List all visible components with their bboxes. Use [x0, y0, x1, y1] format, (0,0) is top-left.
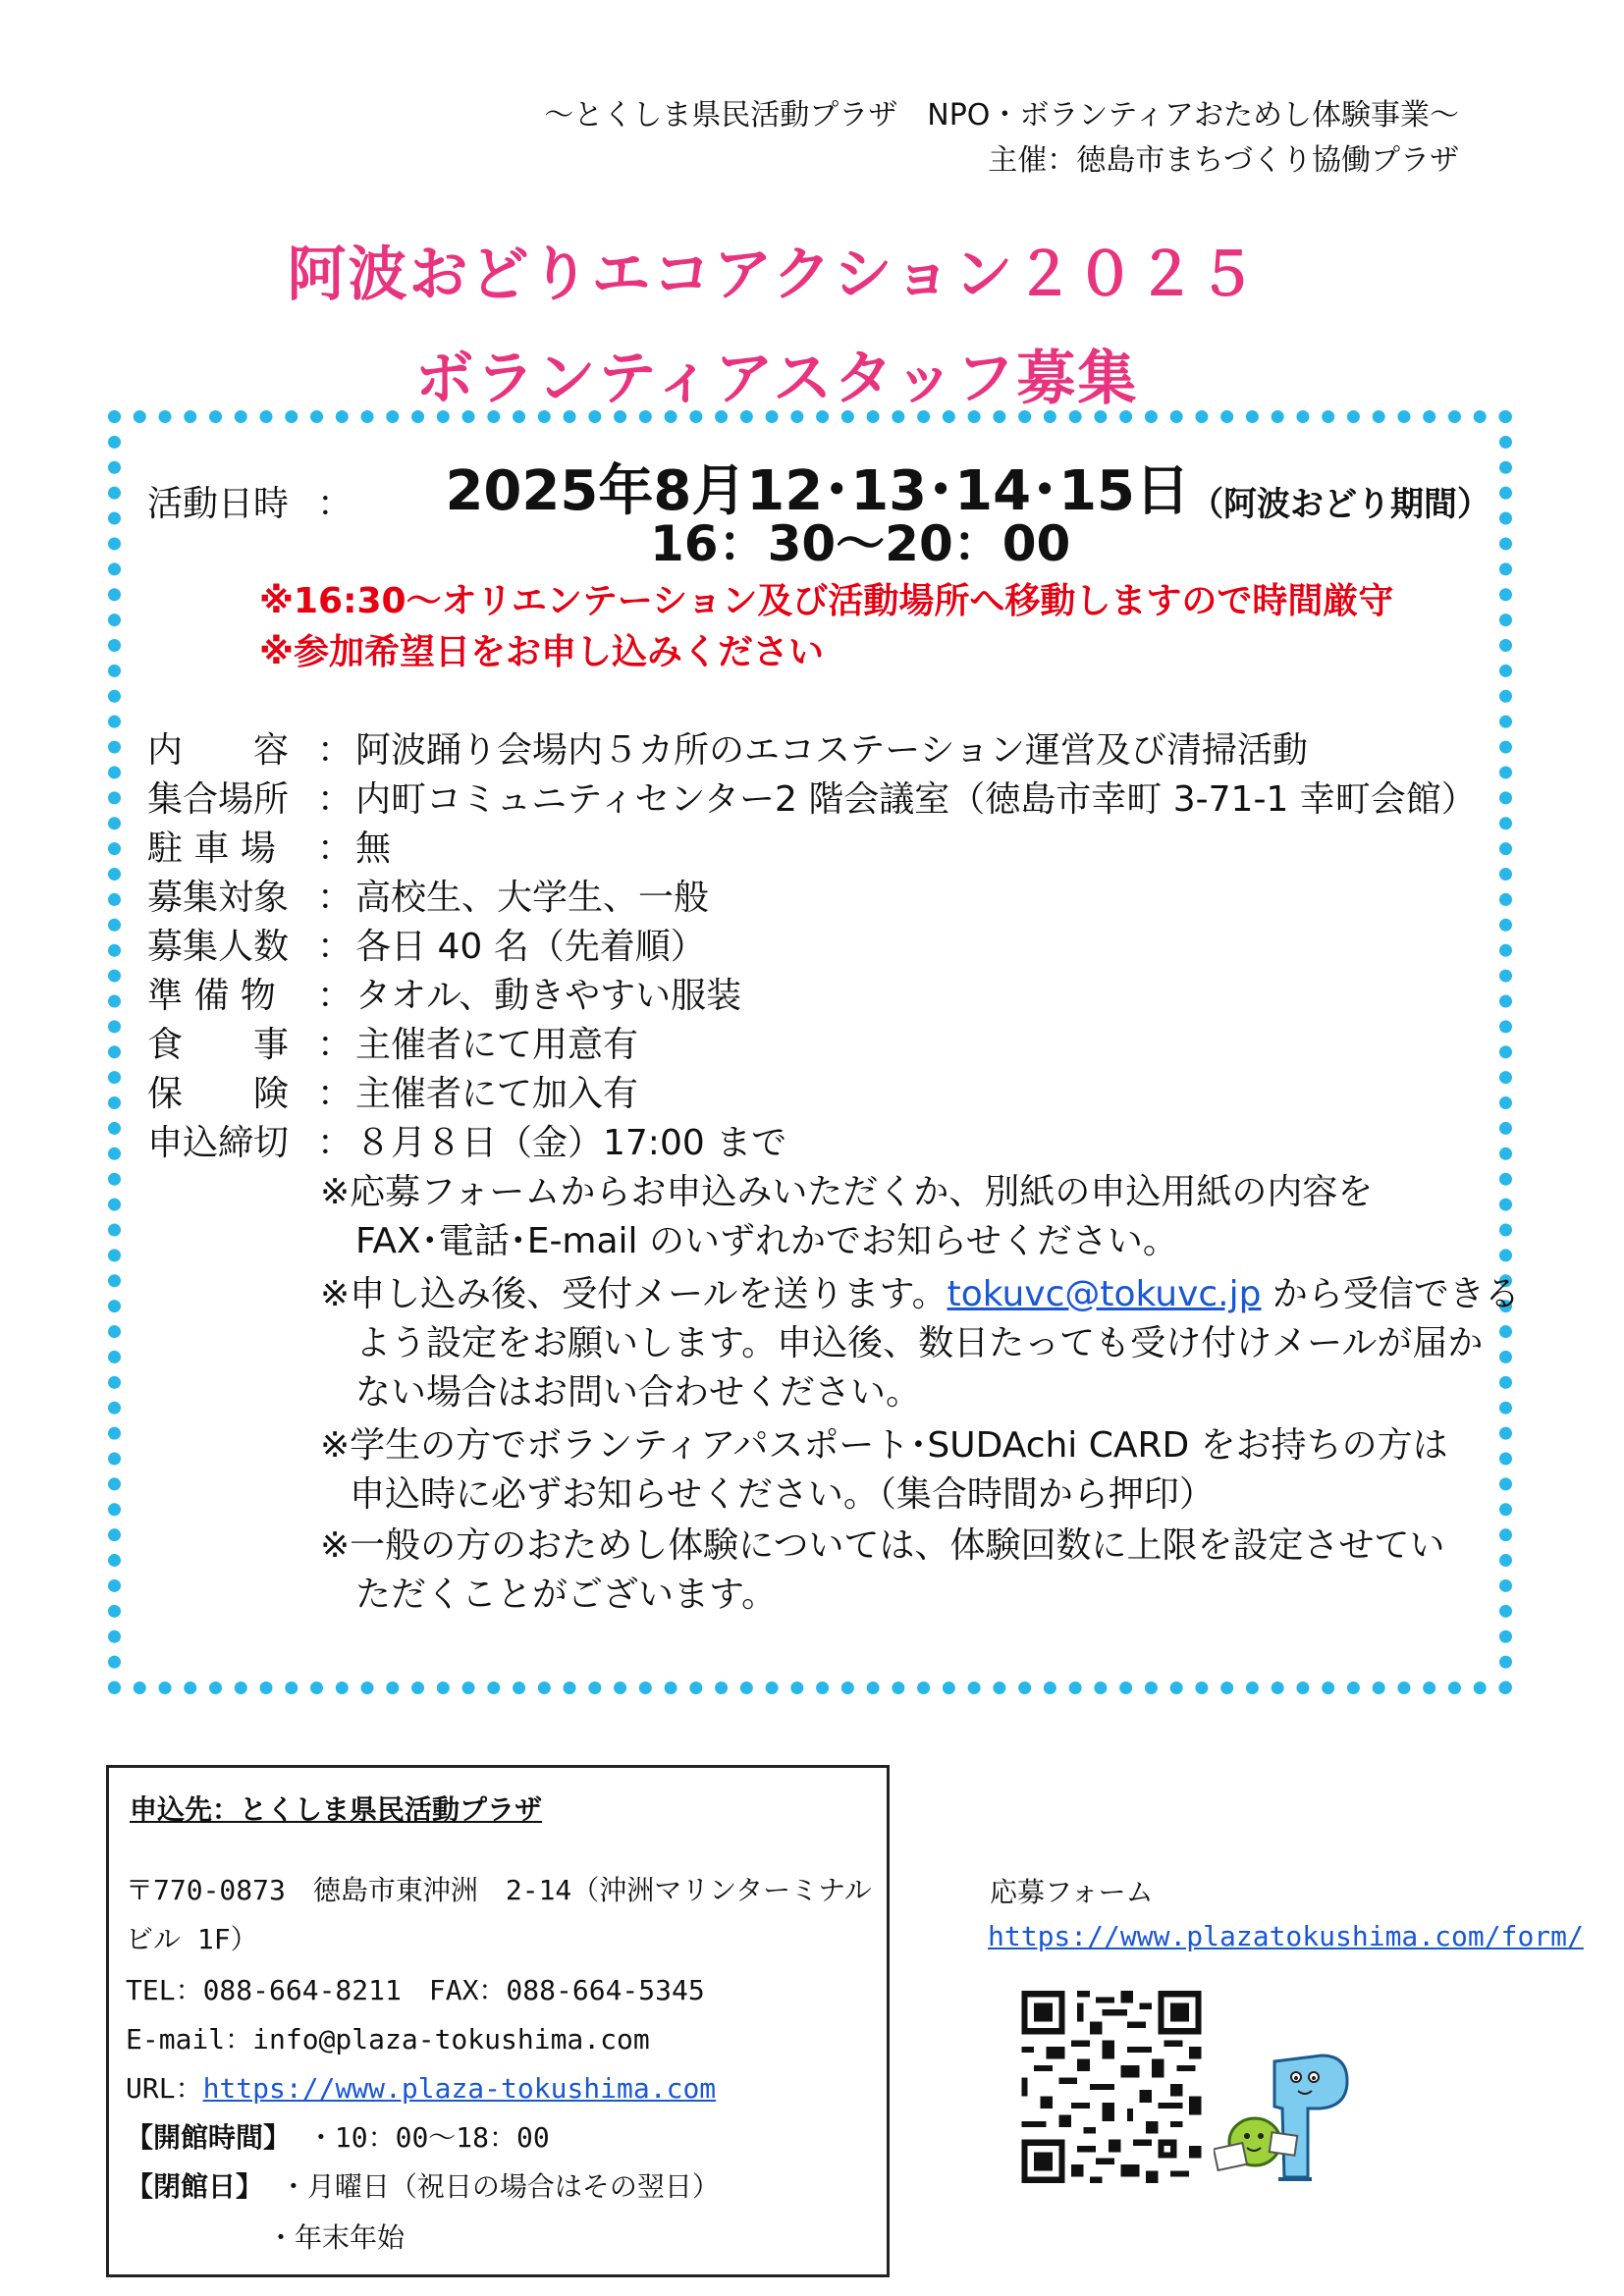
detail-label: 募集対象	[147, 878, 290, 918]
detail-label: 準 備 物	[147, 976, 276, 1016]
note-confirmation-mail-cont2: ない場合はお問い合わせください。	[355, 1372, 922, 1413]
note-confirmation-mail-cont: よう設定をお願いします。申込後、数日たっても受け付けメールが届か	[355, 1323, 1484, 1363]
datetime-label: 活動日時	[147, 484, 290, 524]
detail-row-target: 募集対象 ：高校生、大学生、一般	[147, 870, 709, 920]
plaza-mascot-icon	[1214, 2052, 1353, 2189]
note-student-passport: ※学生の方でボランティアパスポート･SUDAchi CARD をお持ちの方は	[320, 1425, 1448, 1466]
contact-closed-days: ・月曜日（祝日の場合はその翌日）	[279, 2170, 720, 2203]
form-label: 応募フォーム	[990, 1876, 1154, 1908]
detail-row-content: 内 容 ：阿波踊り会場内５カ所のエコステーション運営及び清掃活動	[147, 722, 1308, 773]
detail-value: タオル、動きやすい服装	[355, 976, 742, 1016]
contact-hours-row	[126, 2116, 550, 2156]
detail-label: 申込締切	[147, 1123, 290, 1163]
datetime-period: （阿波おどり期間）	[1190, 485, 1490, 524]
contact-email: E-mail：info@plaza-tokushima.com	[126, 2023, 650, 2056]
series-caption: 〜とくしま県民活動プラザ NPO・ボランティアおためし体験事業〜	[544, 98, 1459, 133]
detail-value: 阿波踊り会場内５カ所のエコステーション運営及び清掃活動	[355, 730, 1308, 771]
contact-address: 〒770-0873 徳島市東沖洲 2-14（沖洲マリンターミナル	[126, 1874, 872, 1906]
detail-value: 主催者にて加入有	[355, 1074, 639, 1114]
contact-address-cont: ビル 1F）	[126, 1923, 258, 1955]
form-url-link[interactable]: https://www.plazatokushima.com/form/	[988, 1920, 1584, 1952]
detail-label: 保 険	[147, 1074, 290, 1114]
confirmation-email-link[interactable]: tokuvc@tokuvc.jp	[947, 1274, 1262, 1314]
contact-closed-year-end: ・年末年始	[267, 2221, 406, 2254]
note-apply-method-cont: FAX･電話･E-mail のいずれかでお知らせください。	[355, 1221, 1178, 1261]
detail-label: 食 事	[147, 1025, 290, 1065]
detail-row-insurance: 保 険 ：主催者にて加入有	[147, 1066, 638, 1116]
detail-row-deadline: 申込締切 ：８月８日（金）17:00 まで	[147, 1115, 786, 1165]
detail-value: 無	[355, 828, 392, 869]
contact-hours-label: 【開館時間】	[126, 2121, 292, 2154]
note-trial-limit: ※一般の方のおためし体験については、体験回数に上限を設定させてい	[320, 1525, 1445, 1566]
qr-code-icon[interactable]	[1021, 1991, 1202, 2183]
note-confirmation-mail: ※申し込み後、受付メールを送ります。tokuvc@tokuvc.jp から受信できる	[320, 1274, 1520, 1314]
note-apply-method: ※応募フォームからお申込みいただくか、別紙の申込用紙の内容を	[320, 1172, 1374, 1212]
contact-closed-row	[126, 2165, 720, 2205]
detail-label: 集合場所	[147, 779, 290, 820]
detail-row-meal: 食 事 ：主催者にて用意有	[147, 1017, 638, 1067]
detail-row-items: 準 備 物 ：タオル、動きやすい服装	[147, 968, 741, 1018]
contact-hours: ・10：00〜18：00	[306, 2121, 550, 2154]
contact-closed-label: 【閉館日】	[126, 2170, 264, 2203]
note-trial-limit-cont: ただくことがございます。	[355, 1575, 778, 1615]
detail-label: 駐 車 場	[147, 828, 276, 869]
contact-url-label: URL：	[126, 2072, 203, 2105]
detail-value: 高校生、大学生、一般	[355, 878, 710, 918]
contact-phone-fax: TEL：088-664-8211 FAX：088-664-5345	[126, 1974, 705, 2006]
datetime-colon: ：	[316, 484, 352, 524]
datetime-note-punctual: ※16:30〜オリエンテーション及び活動場所へ移動しますので時間厳守	[259, 581, 1394, 621]
detail-value: 内町コミュニティセンター2 階会議室（徳島市幸町 3-71-1 幸町会館）	[355, 779, 1477, 820]
detail-value: 各日 40 名（先着順）	[355, 927, 706, 967]
contact-heading: 申込先：とくしま県民活動プラザ	[130, 1793, 543, 1826]
detail-row-parking: 駐 車 場 ：無	[147, 821, 391, 871]
detail-row-meeting-place: 集合場所 ：内町コミュニティセンター2 階会議室（徳島市幸町 3-71-1 幸町会館）	[147, 772, 1477, 822]
organizer-caption: 主催：徳島市まちづくり協働プラザ	[988, 143, 1459, 178]
detail-value: ８月８日（金）17:00 まで	[355, 1123, 787, 1163]
detail-row-capacity: 募集人数 ：各日 40 名（先着順）	[147, 919, 706, 969]
page-subtitle: ボランティアスタッフ募集	[414, 345, 1139, 413]
contact-url-link[interactable]: https://www.plaza-tokushima.com	[202, 2072, 717, 2105]
datetime-dates: 2025年8月12･13･14･15日	[445, 459, 1190, 523]
note-student-passport-cont: 申込時に必ずお知らせください。（集合時間から押印）	[350, 1474, 1215, 1515]
detail-value: 主催者にて用意有	[355, 1025, 639, 1065]
detail-label: 募集人数	[147, 927, 290, 967]
detail-label: 内 容	[147, 730, 290, 771]
page-title: 阿波おどりエコアクション２０２５	[287, 240, 1259, 309]
datetime-note-apply: ※参加希望日をお申し込みください	[259, 632, 824, 672]
datetime-time: 16：30〜20：00	[650, 515, 1071, 572]
contact-url-row	[126, 2067, 716, 2107]
